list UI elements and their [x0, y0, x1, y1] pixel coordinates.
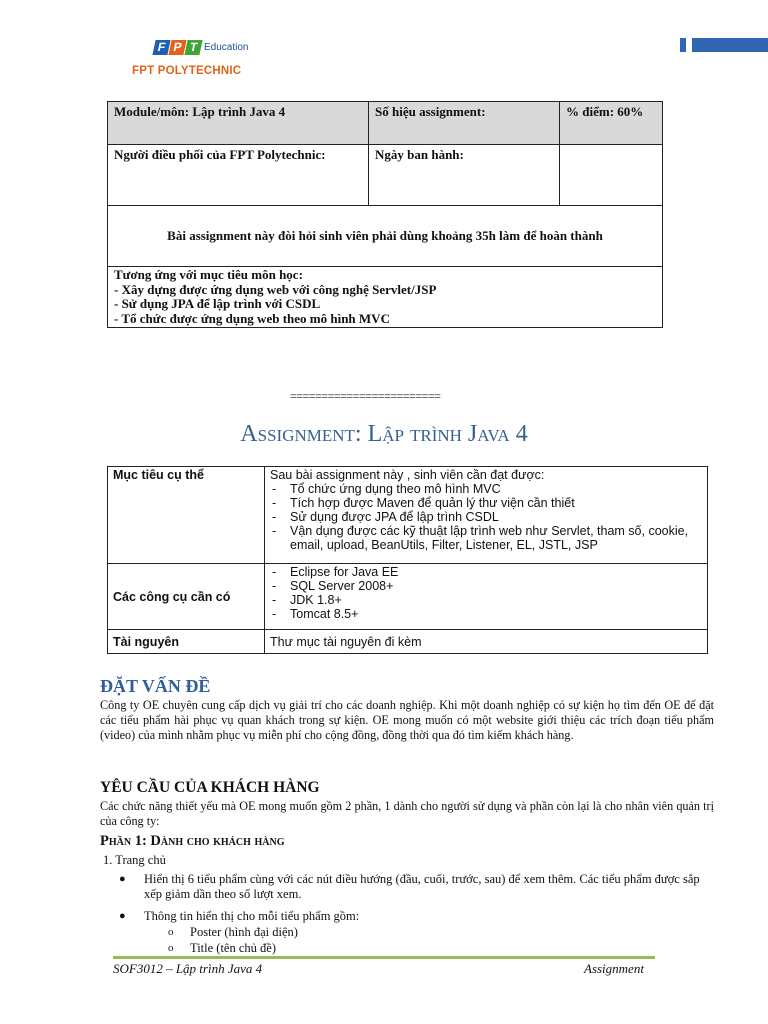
circle-bullet-icon: o: [168, 926, 174, 938]
section-heading-problem: ĐẶT VẤN ĐỀ: [100, 676, 211, 696]
tools-label: Các công cụ cần có: [108, 564, 265, 630]
footer-course: SOF3012 – Lập trình Java 4: [113, 961, 263, 976]
logo-letter-p: P: [168, 40, 186, 55]
goal-item: - Tích hợp được Maven để quản lý thư viện cần thiết: [270, 496, 702, 510]
circle-bullet-icon: o: [168, 942, 174, 954]
logo-letter-t: T: [184, 40, 202, 55]
tool-item: - Eclipse for Java EE: [270, 565, 702, 579]
bullet-homepage: Hiển thị 6 tiểu phẩm cùng với các nút điều hướng (đầu, cuối, trước, sau) để xem thêm. Các tiểu phẩm được sắp xếp giảm dần theo số lượt xem.: [144, 872, 700, 901]
numbered-item-home: 1. Trang chủ: [103, 853, 166, 867]
score-cell: % điểm: 60%: [560, 102, 663, 145]
goal-item: - Sử dụng được JPA để lập trình CSDL: [270, 510, 702, 524]
objective-item: - Xây dựng được ứng dụng web với công nghệ Servlet/JSP: [114, 281, 437, 297]
separator-line: ========================: [290, 389, 441, 403]
part1-heading: Phần 1: Dành cho khách hàng: [100, 833, 285, 849]
bullet-icon: ●: [119, 873, 126, 885]
footer-doc-type: Assignment: [584, 961, 644, 976]
tool-item: - JDK 1.8+: [270, 593, 702, 607]
resource-label: Tài nguyên: [108, 630, 265, 654]
assignment-number-cell: Số hiệu assignment:: [369, 102, 560, 145]
tools-list: [270, 565, 702, 621]
bullet-icon: ●: [119, 910, 126, 922]
header-accent-bar: [692, 38, 768, 52]
coordinator-cell: Người điều phối của FPT Polytechnic:: [108, 145, 369, 206]
requirements-paragraph: Các chức năng thiết yếu mà OE mong muốn gồm 2 phần, 1 dành cho người sử dụng và phần còn lại là cho nhân viên quản trị của công ty:: [100, 799, 714, 828]
empty-cell: [560, 145, 663, 206]
logo-education-text: Education: [204, 42, 249, 53]
logo-letter-f: F: [152, 40, 170, 55]
goal-list: [270, 482, 702, 552]
module-cell: Module/môn: Lập trình Java 4: [108, 102, 369, 145]
goal-intro: Sau bài assignment này , sinh viên cần đạt được:: [270, 468, 545, 482]
assignment-info-table: [107, 101, 663, 328]
tool-item: - SQL Server 2008+: [270, 579, 702, 593]
issue-date-cell: Ngày ban hành:: [369, 145, 560, 206]
tools-cell: [265, 564, 708, 630]
objective-item: - Sử dụng JPA để lập trình với CSDL: [114, 296, 321, 311]
bullet-display-info: Thông tin hiển thị cho mỗi tiểu phẩm gồm:: [144, 909, 360, 923]
sub-item-title: Title (tên chủ đề): [190, 941, 276, 955]
header-accent-bar-small: [680, 38, 686, 52]
goal-cell: [265, 467, 708, 564]
problem-paragraph: Công ty OE chuyên cung cấp dịch vụ giải trí cho các doanh nghiệp. Khi một doanh nghiệp có sự kiện họ tìm đến OE để đặt các tiểu phẩm hài phục vụ quan khách trong sự kiện. OE mong muốn có một website giới thiệu các trích đoạn tiểu phẩm (video) của mình nhằm phục vụ miễn phí cho cộng đồng, đồng thời qua đó tìm kiếm khách hàng.: [100, 698, 714, 742]
goal-item: - Tổ chức ứng dụng theo mô hình MVC: [270, 482, 702, 496]
sub-item-poster: Poster (hình đại diện): [190, 925, 298, 939]
duration-cell: Bài assignment này đòi hỏi sinh viên phải dùng khoảng 35h làm để hoàn thành: [108, 206, 663, 267]
objective-item: - Tổ chức được ứng dụng web theo mô hình MVC: [114, 310, 390, 326]
footer-divider: [113, 956, 655, 959]
assignment-spec-table: [107, 466, 708, 654]
section-heading-requirements: YÊU CẦU CỦA KHÁCH HÀNG: [100, 779, 320, 796]
objectives-title: Tương ứng với mục tiêu môn học:: [114, 267, 303, 282]
goal-item: - Vận dụng được các kỹ thuật lập trình web như Servlet, tham số, cookie, email, upload, BeanUtils, Filter, Listener, EL, JSTL, JSP: [270, 524, 702, 552]
resource-value: Thư mục tài nguyên đi kèm: [265, 630, 708, 654]
objectives-cell: [108, 267, 663, 328]
goal-label: Mục tiêu cụ thể: [108, 467, 265, 564]
tool-item: - Tomcat 8.5+: [270, 607, 702, 621]
logo-polytechnic-text: FPT POLYTECHNIC: [132, 65, 242, 77]
page-title: Assignment: Lập trình Java 4: [240, 421, 528, 447]
